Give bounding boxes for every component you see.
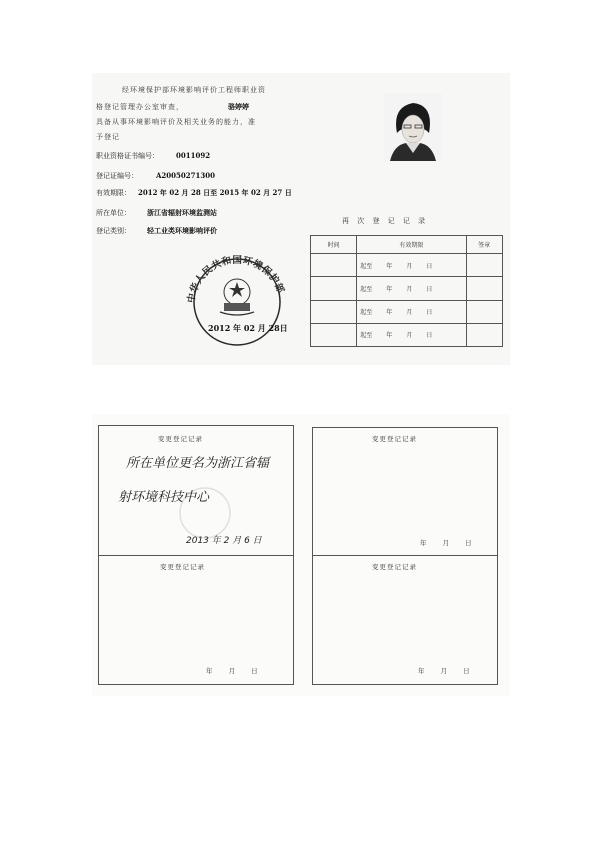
portrait-photo (384, 93, 442, 161)
registration-number-label: 登记证编号： (96, 172, 138, 180)
holder-name: 骆婷婷 (228, 102, 249, 111)
seal-date: 2012 年 02 月 28日 (208, 323, 288, 333)
table-row (311, 277, 503, 300)
cert-number-value: 0011092 (176, 151, 211, 160)
category-label: 登记类别： (96, 227, 131, 235)
change-record-1-handwriting-line-2: 射环境科技中心 (118, 490, 210, 505)
divider (98, 555, 293, 556)
divider (312, 555, 497, 556)
intro-line-2: 格登记管理办公室审查， (96, 103, 184, 111)
validity-cell: 起至 年 月 日 (357, 323, 466, 346)
change-record-3-title: 变更登记记录 (160, 563, 205, 571)
change-record-4-title: 变更登记记录 (372, 563, 417, 571)
employer-value: 浙江省辐射环境监测站 (147, 208, 217, 217)
change-record-right-frame (312, 427, 498, 685)
category-value: 轻工业类环境影响评价 (147, 226, 217, 235)
re-registration-title: 再 次 登 记 记 录 (342, 217, 429, 225)
validity-label: 有效期限： (96, 189, 131, 197)
validity-cell: 起至 年 月 日 (357, 254, 466, 277)
re-registration-table (310, 235, 503, 347)
intro-line-1: 经环境保护部环境影响评价工程师职业资 (122, 86, 266, 94)
change-record-4-date: 年 月 日 (418, 667, 470, 675)
validity-cell: 起至 年 月 日 (357, 277, 466, 300)
header-stamp: 签章 (466, 236, 503, 254)
cert-number-label: 职业资格证书编号： (96, 152, 159, 160)
change-record-1-title: 变更登记记录 (158, 435, 203, 443)
table-header-row (311, 236, 503, 254)
change-record-2-date: 年 月 日 (420, 539, 472, 547)
validity-cell: 起至 年 月 日 (357, 300, 466, 323)
table-row (311, 300, 503, 323)
intro-line-4: 予登记 (96, 133, 120, 141)
seal-text: 中华人民共和国环境保护部 (185, 254, 286, 304)
change-record-1-date: 2013 年 2 月 6 日 (186, 536, 262, 546)
header-validity: 有效期限 (357, 236, 466, 254)
employer-label: 所在单位： (96, 209, 131, 217)
registration-number-value: A20050271300 (156, 171, 216, 180)
change-record-3-date: 年 月 日 (206, 667, 258, 675)
table-row (311, 323, 503, 346)
table-row (311, 254, 503, 277)
header-time: 时间 (311, 236, 357, 254)
validity-value: 2012 年 02 月 28 日至 2015 年 02 月 27 日 (138, 188, 292, 197)
intro-line-3: 具备从事环境影响评价及相关业务的能力，准 (96, 118, 256, 126)
change-record-1-handwriting-line-1: 所在单位更名为浙江省辐 (126, 456, 270, 471)
official-seal (180, 250, 294, 350)
change-record-2-title: 变更登记记录 (372, 435, 417, 443)
